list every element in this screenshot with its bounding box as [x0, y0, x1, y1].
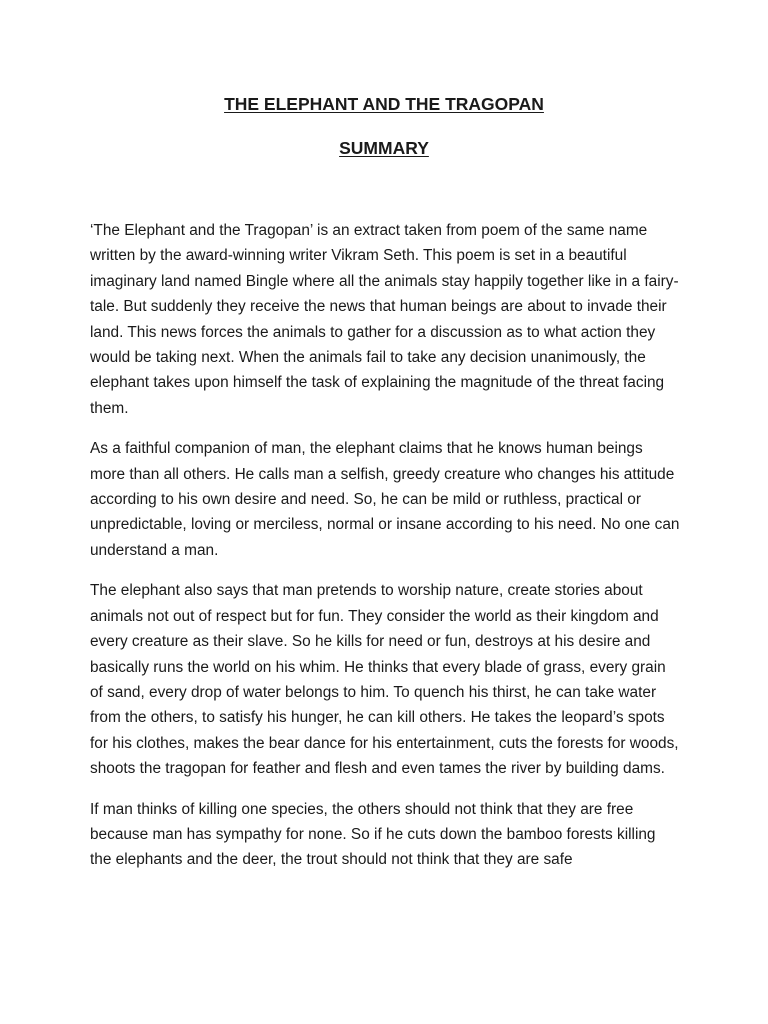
paragraph-1: ‘The Elephant and the Tragopan’ is an extract taken from poem of the same name written by the award-winning writer Vikram Seth. This poem is set in a beautiful imaginary land named Bingle where all the animals stay happily together like in a fairy-tale. But suddenly they receive the news that human beings are about to invade their land. This news forces the animals to gather for a discussion as to what action they would be taking next. When the animals fail to take any decision unanimously, the elephant takes upon himself the task of explaining the magnitude of the threat facing them. [90, 222, 679, 417]
paragraph-3: The elephant also says that man pretends to worship nature, create stories about animals not out of respect but for fun. They consider the world as their kingdom and every creature as their slave. So he kills for need or fun, destroys at his desire and basically runs the world on his whim. He thinks that every blade of grass, every grain of sand, every drop of water belongs to him. To quench his thirst, he can take water from the others, to satisfy his hunger, he can kill others. He takes the leopard’s spots for his clothes, makes the bear dance for his entertainment, cuts the forests for woods, shoots the tragopan for feather and flesh and even tames the river by building dams. [90, 582, 679, 778]
page-title: THE ELEPHANT AND THE TRAGOPAN [224, 94, 544, 114]
section-heading: SUMMARY [339, 138, 429, 158]
paragraph-2: As a faithful companion of man, the elephant claims that he knows human beings more than all others. He calls man a selfish, greedy creature who changes his attitude according to his own desire and need. So, he can be mild or ruthless, practical or unpredictable, loving or merciless, normal or insane according to his need. No one can understand a man. [90, 440, 680, 559]
body-text [90, 218, 680, 888]
paragraph-4: If man thinks of killing one species, the others should not think that they are free because man has sympathy for none. So if he cuts down the bamboo forests killing the elephants and the deer, the trout should not think that they are safe [90, 800, 656, 869]
